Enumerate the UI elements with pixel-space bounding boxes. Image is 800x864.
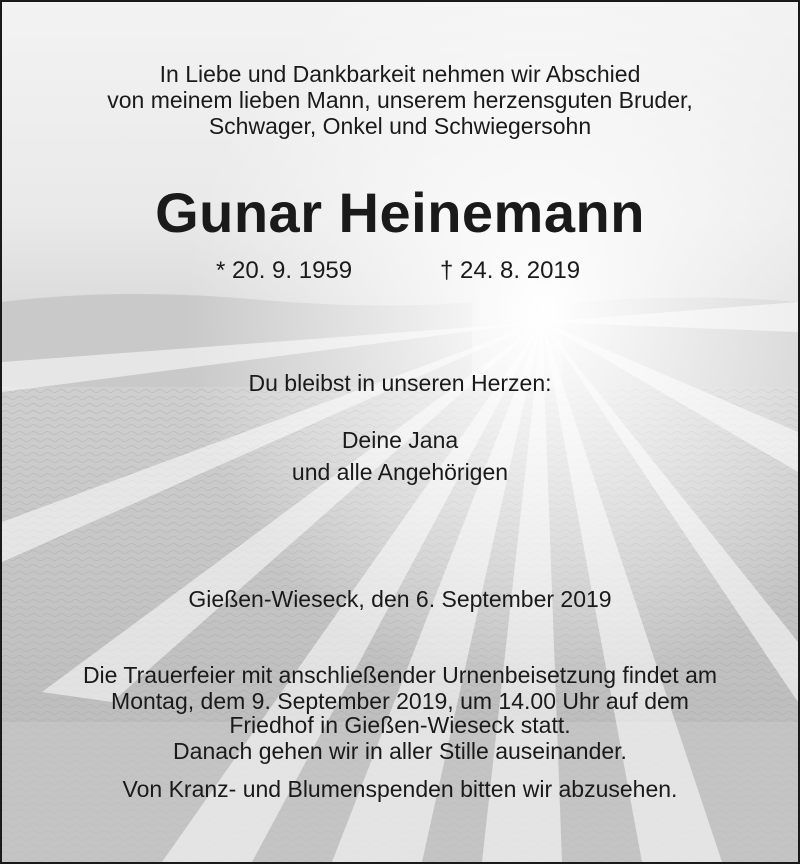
ceremony-line-3: Friedhof in Gießen-Wieseck statt.: [229, 712, 571, 738]
signatory-1: Deine Jana: [341, 427, 459, 453]
ceremony-line-1: Die Trauerfeier mit anschließender Urnenbeisetzung findet am: [82, 662, 718, 688]
flowers-note: Von Kranz- und Blumenspenden bitten wir abzusehen.: [122, 776, 678, 802]
death-date: † 24. 8. 2019: [440, 257, 581, 284]
ceremony-line-2: Montag, dem 9. September 2019, um 14.00 Uhr auf dem: [111, 688, 689, 714]
place-date: Gießen-Wieseck, den 6. September 2019: [188, 586, 612, 612]
ceremony-line-4: Danach gehen wir in aller Stille auseinander.: [173, 738, 627, 764]
intro-line-2: von meinem lieben Mann, unserem herzensguten Bruder,: [107, 87, 693, 113]
notice-text: [2, 2, 798, 862]
signatory-2: und alle Angehörigen: [291, 459, 509, 485]
deceased-name: Gunar Heinemann: [155, 181, 645, 244]
dedication: Du bleibst in unseren Herzen:: [248, 370, 552, 396]
birth-date: * 20. 9. 1959: [216, 257, 353, 284]
intro-line-1: In Liebe und Dankbarkeit nehmen wir Abschied: [159, 61, 641, 87]
intro-line-3: Schwager, Onkel und Schwiegersohn: [208, 113, 592, 139]
